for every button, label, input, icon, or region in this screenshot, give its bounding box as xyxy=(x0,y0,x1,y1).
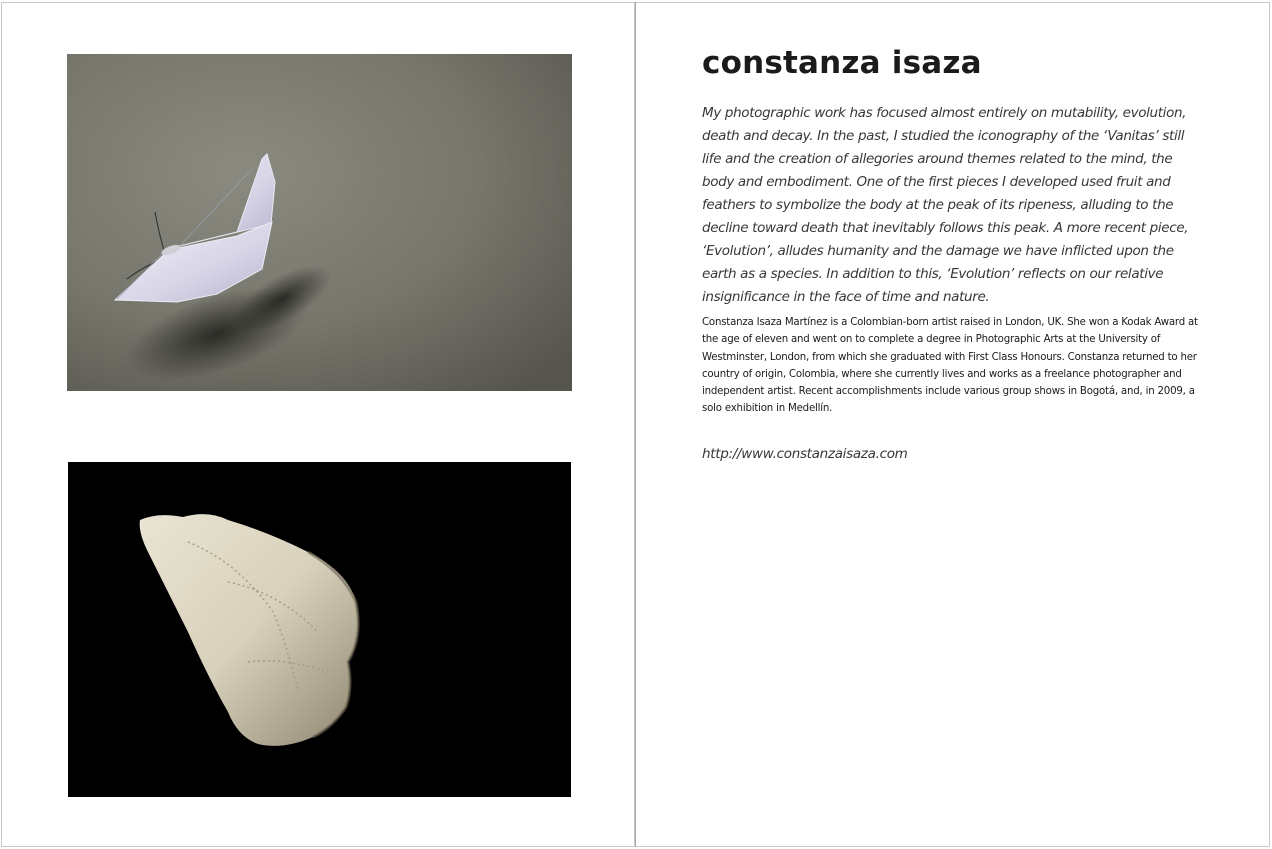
shell-photo xyxy=(68,462,571,797)
left-page xyxy=(1,2,635,847)
right-page xyxy=(636,2,1270,847)
artist-website-url: http://www.constanzaisaza.com xyxy=(702,446,908,462)
artist-statement: My photographic work has focused almost entirely on mutability, evolution, death and decay. In the past, I studied the iconography of the ‘Vanitas’ still life and the creation of allegories around themes related to the mind, the body and embodiment. One of the first pieces I developed used fruit and feathers to symbolize the body at the peak of its ripeness, alluding to the decline toward death that inevitably follows this peak. A more recent piece, ‘Evolution’, alludes humanity and the damage we have inflicted upon the earth as a species. In addition to this, ‘Evolution’ reflects on our relative insignificance in the face of time and nature. xyxy=(702,105,1189,305)
artist-name-title: constanza isaza xyxy=(702,45,982,81)
moth-photo xyxy=(67,54,572,391)
artist-biography: Constanza Isaza Martínez is a Colombian-born artist raised in London, UK. She won a Kodak Award at the age of eleven and went on to complete a degree in Photographic Arts at the University of Westminster, London, from which she graduated with First Class Honours. Constanza returned to her country of origin, Colombia, where she currently lives and works as a freelance photographer and independent artist. Recent accomplishments include various group shows in Bogotá, and, in 2009, a solo exhibition in Medellín. xyxy=(702,317,1198,415)
